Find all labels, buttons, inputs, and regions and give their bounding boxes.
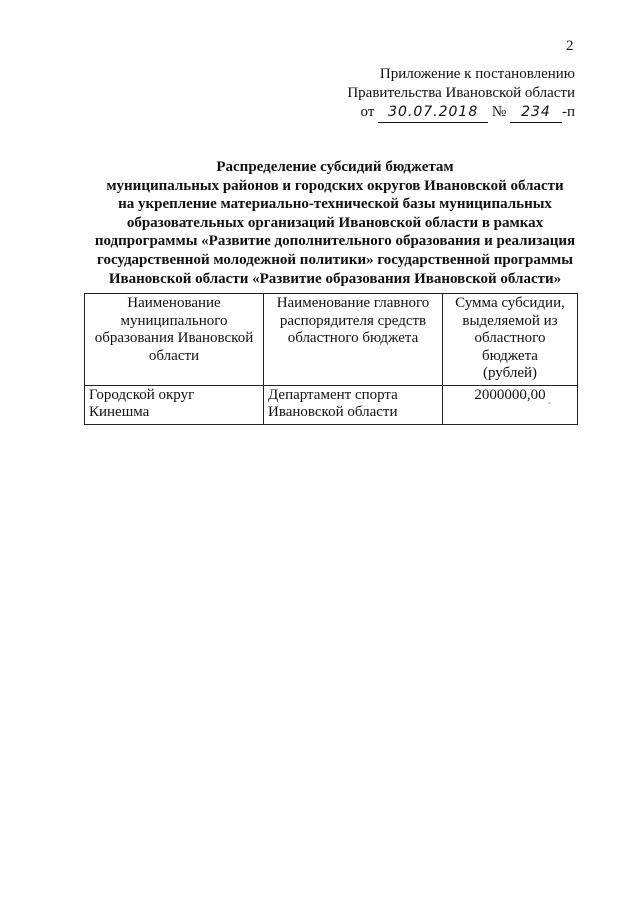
- cell-text: Городской округ: [89, 386, 195, 403]
- header-text: Сумма субсидии,: [455, 295, 565, 311]
- header-text: Наименование: [127, 295, 221, 311]
- handwritten-number: 234: [510, 103, 562, 123]
- header-text: муниципального: [120, 312, 228, 329]
- header-text: области: [148, 347, 200, 364]
- subsidy-table: [84, 293, 578, 425]
- cell-text: Кинешма: [89, 404, 150, 420]
- cell-text: 2000000,00: [474, 386, 546, 403]
- cell-text: Департамент спорта: [268, 386, 398, 403]
- header-municipality: [85, 294, 264, 386]
- cell-municipality: [85, 385, 264, 424]
- header-amount: [443, 294, 578, 386]
- appendix-line-2: Правительства Ивановской области: [347, 85, 575, 101]
- cell-amount: [443, 385, 578, 424]
- page-number: 2: [566, 38, 574, 54]
- header-text: Наименование главного: [276, 295, 430, 311]
- header-text: выделяемой из: [462, 312, 558, 329]
- title-line: образовательных организаций Ивановской области в рамках: [126, 214, 544, 231]
- resolution-reference: [347, 103, 575, 123]
- header-text: распорядителя средств: [279, 312, 427, 329]
- header-text: областного бюджета: [287, 330, 419, 346]
- number-suffix: -п: [561, 104, 575, 120]
- title-line: на укрепление материально-технической базы муниципальных: [118, 196, 552, 213]
- title-line: Ивановской области «Развитие образования Ивановской области»: [108, 270, 562, 287]
- appendix-header: [347, 65, 575, 123]
- table-header-row: [85, 294, 578, 386]
- header-administrator: [264, 294, 443, 386]
- table-row: [85, 385, 578, 424]
- title-line: подпрограммы «Развитие дополнительного образования и реализация: [94, 233, 576, 250]
- title-line: государственной молодежной политики» государственной программы: [97, 251, 573, 268]
- number-label: №: [491, 104, 507, 120]
- pen-tick-mark: ˊ: [547, 402, 551, 413]
- cell-administrator: [264, 385, 443, 424]
- document-title: [80, 158, 590, 288]
- from-label: от: [360, 104, 375, 120]
- title-line: Распределение субсидий бюджетам: [216, 159, 454, 175]
- header-text: бюджета: [482, 347, 538, 364]
- cell-text: Ивановской области: [268, 404, 398, 420]
- appendix-line-1: Приложение к постановлению: [379, 66, 575, 82]
- header-text: областного: [474, 330, 546, 346]
- handwritten-date: 30.07.2018: [378, 103, 488, 123]
- header-text: (рублей): [482, 365, 538, 381]
- title-line: муниципальных районов и городских округов Ивановской области: [106, 177, 564, 194]
- header-text: образования Ивановской: [94, 330, 254, 346]
